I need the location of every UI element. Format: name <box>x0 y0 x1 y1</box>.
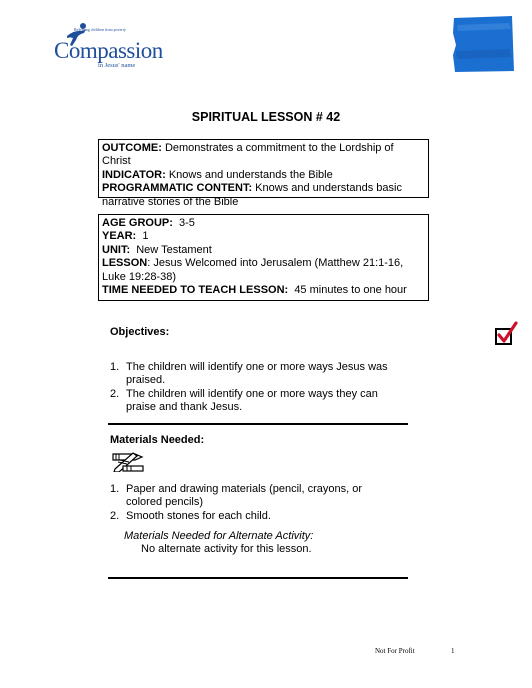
programmatic-label: PROGRAMMATIC CONTENT: <box>102 182 253 195</box>
programmatic-row <box>102 182 425 209</box>
logo-tagline: Releasing children from poverty <box>74 27 126 32</box>
blue-brush-block <box>451 15 515 73</box>
list-text: Paper and drawing materials (pencil, crayons, or colored pencils) <box>126 483 363 509</box>
alternate-materials-heading: Materials Needed for Alternate Activity: <box>124 530 314 542</box>
outcome-label: OUTCOME: <box>102 142 162 154</box>
lesson-value: : Jesus Welcomed into Jerusalem (Matthew 21:1-16, Luke 19:28-38) <box>102 257 404 283</box>
unit-value: New Testament <box>130 243 212 256</box>
time-label: TIME NEEDED TO TEACH LESSON: <box>102 284 289 297</box>
outcome-row <box>102 142 425 169</box>
list-text: The children will identify one or more ways they can praise and thank Jesus. <box>126 387 378 414</box>
age-row <box>102 217 425 230</box>
list-number: 2. <box>110 387 120 400</box>
list-text: Smooth stones for each child. <box>126 509 271 522</box>
indicator-row <box>102 169 425 182</box>
logo-subtitle: in Jesus' name <box>98 62 136 69</box>
list-item <box>110 510 400 523</box>
outcome-value: Demonstrates a commitment to the Lordship of Christ <box>102 142 394 168</box>
year-label: YEAR: <box>102 230 137 243</box>
unit-label: UNIT: <box>102 243 131 256</box>
age-label: AGE GROUP: <box>102 217 173 229</box>
lesson-label: LESSON <box>102 257 148 270</box>
age-value: 3-5 <box>172 217 195 229</box>
pencil-crayon-icon <box>111 450 145 472</box>
alternate-materials-text: No alternate activity for this lesson. <box>141 543 312 555</box>
list-number: 1. <box>110 361 120 373</box>
objectives-heading: Objectives: <box>110 326 170 338</box>
list-number: 2. <box>110 509 120 522</box>
lesson-info-box <box>98 214 429 301</box>
materials-heading: Materials Needed: <box>110 434 205 446</box>
list-item <box>110 361 400 388</box>
divider <box>108 423 408 425</box>
page-number: 1 <box>451 647 455 655</box>
lesson-row <box>102 257 425 284</box>
objectives-list <box>110 361 400 415</box>
compassion-logo <box>52 22 162 70</box>
time-row <box>102 284 425 297</box>
page-title: SPIRITUAL LESSON # 42 <box>191 110 341 124</box>
outcome-box <box>98 139 429 208</box>
list-number: 1. <box>110 483 120 495</box>
programmatic-value: Knows and understands basic narrative stories of the Bible <box>102 182 402 208</box>
list-item <box>110 483 400 510</box>
unit-row <box>102 244 425 257</box>
indicator-value: Knows and understands the Bible <box>165 168 333 181</box>
time-value: 45 minutes to one hour <box>288 284 407 297</box>
indicator-label: INDICATOR: <box>102 168 166 181</box>
divider <box>108 577 408 579</box>
year-row <box>102 230 425 243</box>
footer-text: Not For Profit <box>375 647 415 655</box>
checked-box-icon <box>494 321 518 347</box>
list-text: The children will identify one or more ways Jesus was praised. <box>126 361 388 387</box>
logo-brand: Compassion <box>54 38 163 63</box>
list-item <box>110 388 400 415</box>
materials-list <box>110 483 400 523</box>
year-value: 1 <box>136 230 149 243</box>
